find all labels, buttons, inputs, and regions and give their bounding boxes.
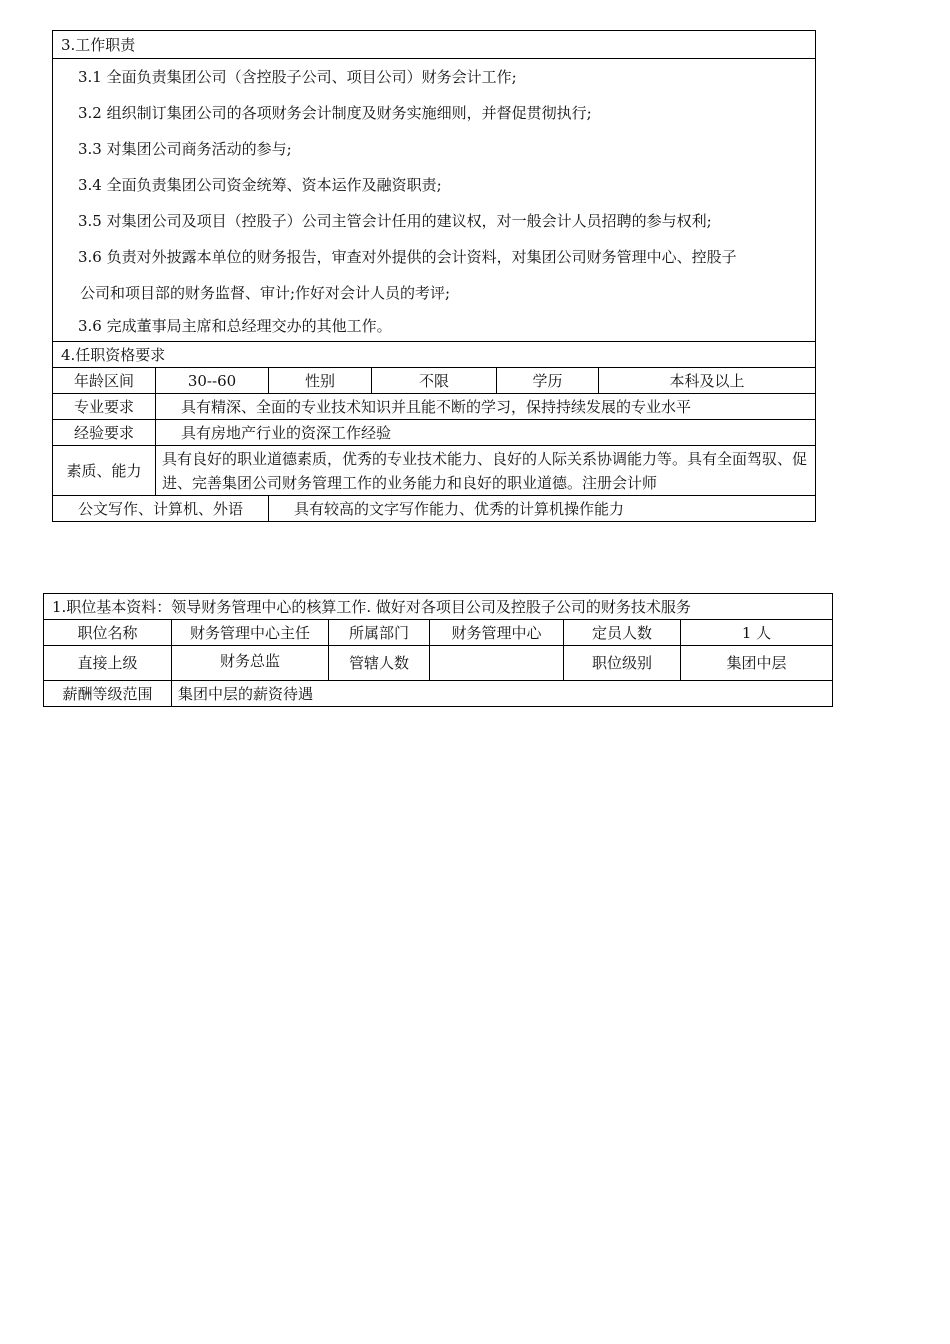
position-name-label: 职位名称	[44, 620, 172, 646]
skills-label: 公文写作、计算机、外语	[53, 496, 269, 522]
department-label: 所属部门	[329, 620, 430, 646]
position-name-value: 财务管理中心主任	[172, 620, 329, 646]
level-label: 职位级别	[564, 646, 681, 681]
headcount-value: 1 人	[681, 620, 833, 646]
superior-value: 财务总监	[172, 646, 329, 681]
position-title: 1.职位基本资料：领导财务管理中心的核算工作. 做好对各项目公司及控股子公司的财务技术服务	[44, 594, 833, 620]
duties-qualifications-table	[52, 30, 816, 522]
age-value: 30--60	[156, 368, 269, 394]
education-label: 学历	[497, 368, 599, 394]
education-value: 本科及以上	[599, 368, 816, 394]
gender-value: 不限	[372, 368, 497, 394]
department-value: 财务管理中心	[430, 620, 564, 646]
headcount-label: 定员人数	[564, 620, 681, 646]
level-value: 集团中层	[681, 646, 833, 681]
duty-item-continued: 公司和项目部的财务监督、审计;作好对会计人员的考评;	[53, 275, 816, 311]
duty-item: 3.6 完成董事局主席和总经理交办的其他工作。	[53, 311, 816, 342]
major-value: 具有精深、全面的专业技术知识并且能不断的学习，保持持续发展的专业水平	[156, 394, 816, 420]
salary-value: 集团中层的薪资待遇	[172, 681, 833, 707]
experience-label: 经验要求	[53, 420, 156, 446]
age-label: 年龄区间	[53, 368, 156, 394]
subordinates-label: 管辖人数	[329, 646, 430, 681]
duty-item: 3.3 对集团公司商务活动的参与;	[53, 131, 816, 167]
salary-label: 薪酬等级范围	[44, 681, 172, 707]
duty-item: 3.2 组织制订集团公司的各项财务会计制度及财务实施细则，并督促贯彻执行;	[53, 95, 816, 131]
duty-item: 3.1 全面负责集团公司（含控股子公司、项目公司）财务会计工作;	[53, 59, 816, 96]
quality-label: 素质、能力	[53, 446, 156, 496]
gender-label: 性别	[269, 368, 372, 394]
superior-label: 直接上级	[44, 646, 172, 681]
position-info-table	[43, 593, 833, 707]
duty-item: 3.5 对集团公司及项目（控股子）公司主管会计任用的建议权，对一般会计人员招聘的参与权利;	[53, 203, 816, 239]
duty-item: 3.6 负责对外披露本单位的财务报告，审查对外提供的会计资料，对集团公司财务管理中心、控股子	[53, 239, 816, 275]
major-label: 专业要求	[53, 394, 156, 420]
duties-title: 3.工作职责	[53, 31, 816, 59]
qualifications-title: 4.任职资格要求	[53, 342, 816, 368]
duty-item: 3.4 全面负责集团公司资金统筹、资本运作及融资职责;	[53, 167, 816, 203]
subordinates-value	[430, 646, 564, 681]
quality-value: 具有良好的职业道德素质，优秀的专业技术能力、良好的人际关系协调能力等。具有全面驾驭、促进、完善集团公司财务管理工作的业务能力和良好的职业道德。注册会计师	[156, 446, 816, 496]
skills-value: 具有较高的文字写作能力、优秀的计算机操作能力	[269, 496, 816, 522]
experience-value: 具有房地产行业的资深工作经验	[156, 420, 816, 446]
